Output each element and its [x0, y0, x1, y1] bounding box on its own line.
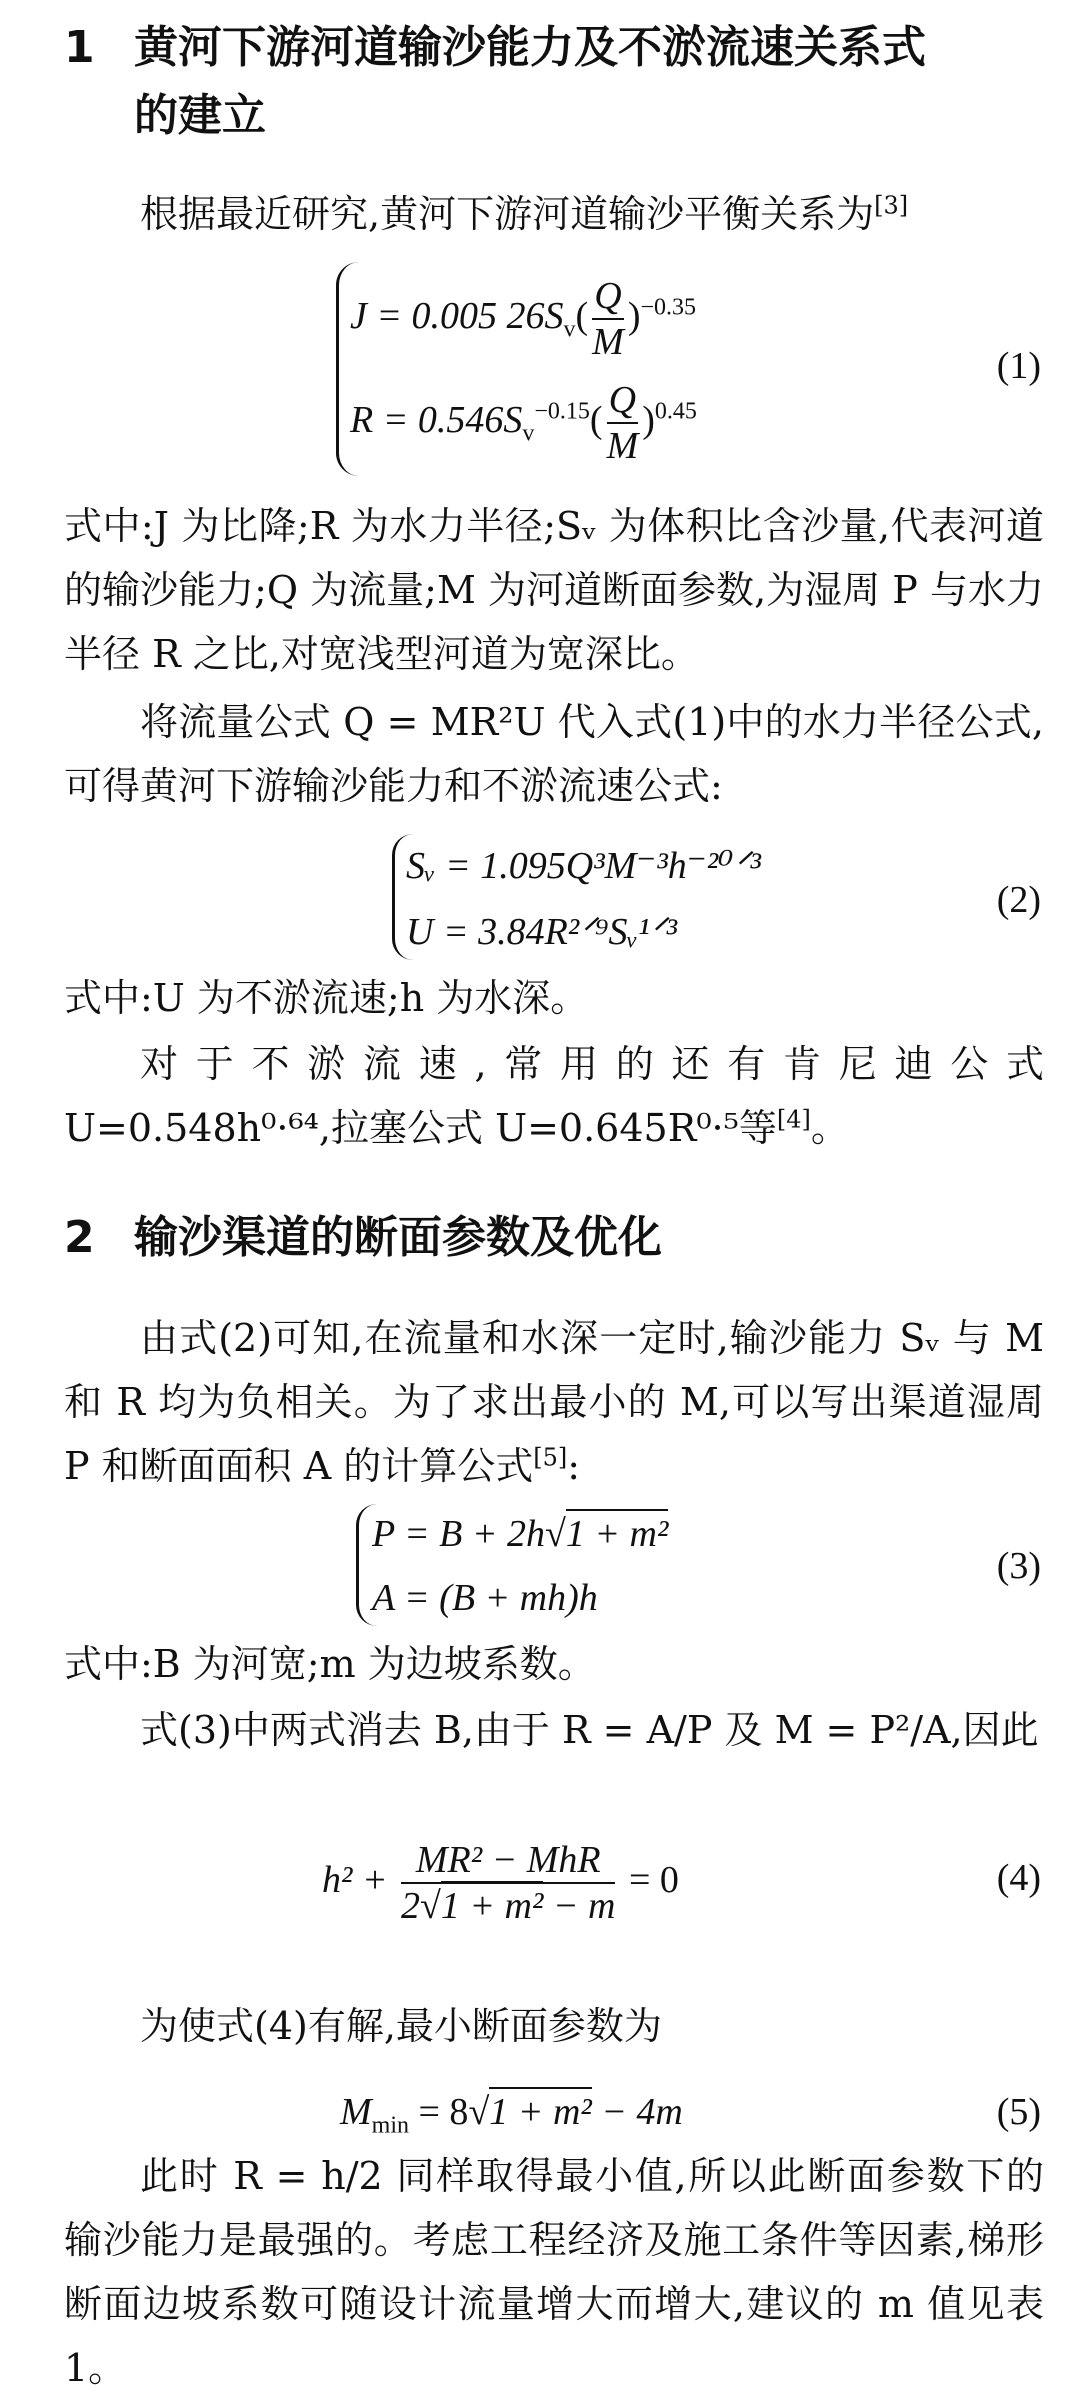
section-2-heading	[64, 1204, 1044, 1272]
paragraph-4: 式中:U 为不淤流速;h 为水深。	[64, 976, 589, 1020]
eq1-fraction-2	[607, 378, 639, 468]
section-1-title-line1: 黄河下游河道输沙能力及不淤流速关系式	[134, 22, 926, 73]
paragraph-1	[64, 182, 1044, 246]
eq4-den-sqrt: 1 + m²	[441, 1881, 543, 1927]
section-2-number: 2	[64, 1212, 95, 1263]
section-1-number: 1	[64, 22, 95, 73]
equation-1-number: (1)	[996, 345, 1041, 387]
equation-1-line2: $R = 0.546S_v^{-0.15}$( $\frac{Q}{M}$ )$^{0.45}$	[350, 379, 697, 468]
paragraph-5-line2	[64, 1096, 1044, 1160]
eq5-lhs: M	[340, 2091, 372, 2133]
equation-3-line1: P = B + 2h√1 + m²	[372, 1504, 668, 1564]
paragraph-8: 式(3)中两式消去 B,由于 R = A/P 及 M = P²/A,因此	[140, 1708, 1039, 1752]
eq3-sqrt: 1 + m²	[566, 1509, 668, 1555]
eq1-exp-2: 0.45	[654, 398, 697, 425]
equation-5: $M_{min} = 8√1 + m^2 - 4m$	[340, 2080, 683, 2144]
citation-4: [4]	[776, 1105, 811, 1134]
equation-4	[322, 1830, 679, 1930]
equation-3-number: (3)	[996, 1545, 1041, 1587]
paragraph-6-text: 由式(2)可知,在流量和水深一定时,输沙能力 Sᵥ 与 M 和 R 均为负相关。为了求出最小的 M,可以写出渠道湿周 P 和断面面积 A 的计算公式	[64, 1316, 1044, 1488]
eq4-rhs: = 0	[628, 1859, 679, 1901]
paragraph-5-line1: 对于不淤流速,常用的还有肯尼迪公式	[140, 1042, 1044, 1086]
paragraph-10: 此时 R = h/2 同样取得最小值,所以此断面参数下的输沙能力是最强的。考虑工程经济及施工条件等因素,梯形断面边坡系数可随设计流量增大而增大,建议的 m 值见表 1。	[64, 2154, 1044, 2390]
eq4-fraction	[401, 1838, 615, 1928]
section-2-title: 输沙渠道的断面参数及优化	[134, 1212, 662, 1263]
equation-2-number: (2)	[996, 879, 1041, 921]
equation-2-line1: Sᵥ = 1.095Q³M⁻³h⁻²⁰ᐟ³	[406, 845, 761, 887]
eq4-numerator: MR² − MhR	[415, 1839, 601, 1882]
eq4-lhs: h² +	[322, 1859, 388, 1901]
paragraph-6	[64, 1306, 1044, 1498]
equation-5-number: (5)	[996, 2091, 1041, 2133]
eq1-line2-text: R = 0.546S	[350, 399, 523, 441]
section-1-title-line2: 的建立	[134, 90, 266, 141]
paragraph-6-end: :	[567, 1444, 581, 1488]
equation-3-line2: A = (B + mh)h	[372, 1577, 598, 1619]
eq5-mid: = 8	[418, 2091, 469, 2133]
paragraph-3: 将流量公式 Q = MR²U 代入式(1)中的水力半径公式,可得黄河下游输沙能力和不淤流速公式:	[64, 700, 1044, 808]
equation-1-line1: J = 0.005 $26S_v$( $\frac{Q}{M}$ )$^{-0.35}$	[350, 275, 697, 364]
eq1-sub-v: v	[563, 316, 576, 343]
paragraph-9: 为使式(4)有解,最小断面参数为	[140, 2004, 662, 2048]
eq4-denominator: 2√1 + m² − m	[401, 1882, 615, 1928]
eq1-sup-2: −0.15	[534, 398, 590, 425]
paragraph-5-line2-text: U=0.548h⁰·⁶⁴,拉塞公式 U=0.645R⁰·⁵等	[64, 1106, 777, 1150]
eq1-exp-1: −0.35	[640, 294, 697, 321]
eq1-frac2-num: Q	[608, 379, 637, 422]
eq1-sub-v2: v	[522, 420, 535, 447]
eq1-frac2-den: M	[607, 422, 639, 468]
paragraph-1-text: 根据最近研究,黄河下游河道输沙平衡关系为	[140, 192, 875, 236]
citation-5: [5]	[533, 1443, 568, 1472]
paragraph-5	[64, 1032, 1044, 1160]
paragraph-5-end: 。	[810, 1106, 849, 1150]
equation-4-number: (4)	[996, 1857, 1041, 1899]
eq5-sub-min: min	[371, 2112, 409, 2139]
eq5-rhs: − 4m	[601, 2091, 683, 2133]
eq1-fraction-1	[592, 274, 624, 364]
section-1-heading	[64, 14, 1044, 150]
paragraph-7: 式中:B 为河宽;m 为边坡系数。	[64, 1642, 596, 1686]
equation-2-line2: U = 3.84R²ᐟ⁹Sᵥ¹ᐟ³	[406, 911, 677, 953]
eq3-line1-text: P = B + 2h	[372, 1513, 546, 1555]
eq1-line1-text: J = 0.005 26S	[350, 295, 564, 337]
citation-3: [3]	[874, 191, 909, 220]
eq1-frac1-num: Q	[594, 275, 622, 318]
eq1-frac1-den: M	[592, 318, 624, 364]
eq4-den-pre: 2	[401, 1885, 421, 1928]
paragraph-2: 式中:J 为比降;R 为水力半径;Sᵥ 为体积比含沙量,代表河道的输沙能力;Q 为流量;M 为河道断面参数,为湿周 P 与水力半径 R 之比,对宽浅型河道为宽深比。	[64, 504, 1044, 676]
eq5-sqrt: 1 + m²	[489, 2087, 591, 2133]
eq4-den-post: − m	[552, 1885, 616, 1928]
